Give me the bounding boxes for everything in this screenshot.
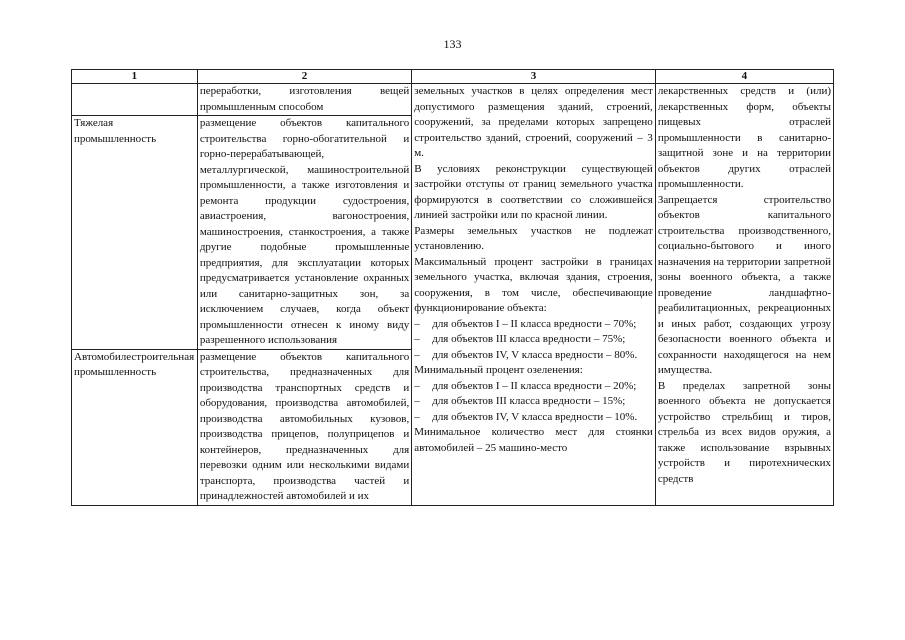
param-max-building-percent: Максимальный процент застройки в границах земельного участка, включая здания, строения, сооружения, в том числе, обеспечивающие функционирование объекта:: [414, 255, 653, 314]
header-col-3: 3: [412, 70, 656, 84]
table-row: [72, 84, 834, 116]
cell-parameters: [412, 84, 656, 506]
param-setback: земельных участков в целях определения мест допустимого размещения зданий, строений, сооружений, за пределами которых запрещено строительство зданий, строений, сооружений – 3 м.: [414, 85, 653, 159]
header-col-2: 2: [197, 70, 411, 84]
list-item: – для объектов I – II класса вредности – 20%;: [414, 379, 637, 392]
restriction-pharma: лекарственных средств и (или) лекарственных форм, объекты пищевых отраслей промышленности в санитарно-защитной зоне и на территории объектов других отраслей промышленности.: [657, 85, 831, 190]
list-item: – для объектов IV, V класса вредности – 80%.: [414, 348, 638, 361]
page-number: 133: [443, 37, 462, 51]
table-header-row: [72, 70, 834, 84]
restriction-shooting: В пределах запретной зоны военного объекта не допускается устройство стрельбищ и тиров, стрельба из всех видов оружия, а также использование взрывных устройств и пиротехнических средств: [657, 379, 831, 485]
list-item: – для объектов IV, V класса вредности – 10%.: [414, 410, 638, 423]
param-reconstruction: В условиях реконструкции существующей застройки отступы от границ земельного участка формируются в соответствии со сложившейся линией застройки или по красной линии.: [414, 162, 653, 221]
cell-use-name: Автомобилестроительная промышленность: [72, 349, 198, 505]
cell-use-description: размещение объектов капитального строительства горно-обогатительной и горно-перерабатывающей, металлургической, машиностроительной промышленности, а также изготовления и ремонта продукции судостроения, авиастроения, вагоностроения, машиностроения, станкостроения, а также другие подобные промышленные предприятия, для эксплуатации которых предусматривается установление охранных или санитарно-защитных зон, за исключением случаев, когда объект промышленности отнесен к иному виду разрешенного использования: [197, 116, 411, 350]
list-item: – для объектов III класса вредности – 75%;: [414, 333, 626, 345]
param-plot-size: Размеры земельных участков не подлежат установлению.: [414, 224, 653, 252]
cell-use-description: размещение объектов капитального строительства, предназначенных для производства транспортных средств и оборудования, производства автомобилей, производства автомобильных кузовов, производства прицепов, полуприцепов и контейнеров, предназначенных для перевозки одним или несколькими видами транспорта, производства частей и принадлежностей автомобилей и их: [197, 349, 411, 505]
header-col-1: 1: [72, 70, 198, 84]
list-item: – для объектов I – II класса вредности – 70%;: [414, 317, 637, 330]
list-item: – для объектов III класса вредности – 15%;: [414, 395, 626, 407]
permitted-use-table: [71, 69, 834, 506]
param-min-greenery: Минимальный процент озеленения:: [414, 364, 583, 376]
cell-empty: [72, 84, 198, 116]
param-min-parking: Минимальное количество мест для стоянки автомобилей – 25 машино-место: [414, 426, 653, 454]
cell-continuation-text: переработки, изготовления вещей промышленным способом: [197, 84, 411, 116]
cell-restrictions: [655, 84, 833, 506]
cell-use-name: Тяжелая промышленность: [72, 116, 198, 350]
restriction-military-zone: Запрещается строительство объектов капитального строительства производственного, социально-бытового и иного назначения на территории запретной зоны военного объекта, а также проведение ландшафтно-реабилитационных, рекреационных и иных работ, создающих угрозу безопасности военного объекта и сохранности находящегося на нем имущества.: [657, 193, 831, 376]
header-col-4: 4: [655, 70, 833, 84]
